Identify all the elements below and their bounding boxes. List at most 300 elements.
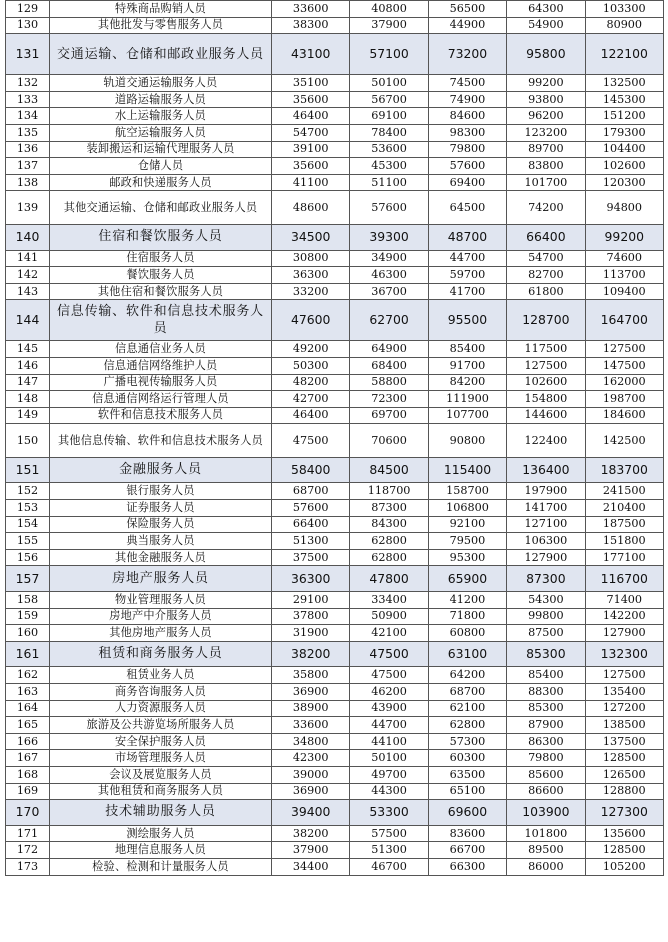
value-cell-1: 36300 xyxy=(272,267,350,284)
value-cell-3: 62100 xyxy=(428,700,506,717)
value-cell-1: 36900 xyxy=(272,684,350,701)
row-number-cell: 146 xyxy=(6,357,50,374)
value-cell-1: 30800 xyxy=(272,250,350,267)
value-cell-5: 164700 xyxy=(585,300,663,341)
row-number-cell: 157 xyxy=(6,566,50,592)
value-cell-3: 60800 xyxy=(428,625,506,642)
value-cell-3: 91700 xyxy=(428,357,506,374)
value-cell-5: 126500 xyxy=(585,766,663,783)
value-cell-4: 64300 xyxy=(507,1,585,18)
value-cell-4: 85300 xyxy=(507,641,585,667)
table-row xyxy=(6,533,664,550)
value-cell-2: 51100 xyxy=(350,174,428,191)
value-cell-3: 69600 xyxy=(428,800,506,826)
table-row xyxy=(6,625,664,642)
occupation-name-cell: 证券服务人员 xyxy=(50,500,272,517)
table-row xyxy=(6,357,664,374)
value-cell-2: 46200 xyxy=(350,684,428,701)
table-row xyxy=(6,141,664,158)
table-row xyxy=(6,500,664,517)
value-cell-2: 58800 xyxy=(350,374,428,391)
value-cell-4: 102600 xyxy=(507,374,585,391)
value-cell-5: 128800 xyxy=(585,783,663,800)
value-cell-5: 132500 xyxy=(585,75,663,92)
occupation-name-cell: 轨道交通运输服务人员 xyxy=(50,75,272,92)
row-number-cell: 149 xyxy=(6,407,50,424)
value-cell-2: 78400 xyxy=(350,124,428,141)
value-cell-5: 135600 xyxy=(585,825,663,842)
table-row xyxy=(6,842,664,859)
occupation-name-cell: 其他租赁和商务服务人员 xyxy=(50,783,272,800)
value-cell-3: 41200 xyxy=(428,592,506,609)
value-cell-1: 42700 xyxy=(272,391,350,408)
occupation-name-cell: 租赁和商务服务人员 xyxy=(50,641,272,667)
value-cell-2: 34900 xyxy=(350,250,428,267)
value-cell-1: 57600 xyxy=(272,500,350,517)
value-cell-1: 48600 xyxy=(272,191,350,225)
value-cell-5: 142200 xyxy=(585,608,663,625)
value-cell-2: 47500 xyxy=(350,641,428,667)
value-cell-1: 29100 xyxy=(272,592,350,609)
value-cell-2: 70600 xyxy=(350,424,428,458)
category-row xyxy=(6,224,664,250)
value-cell-4: 99800 xyxy=(507,608,585,625)
occupation-name-cell: 其他批发与零售服务人员 xyxy=(50,17,272,34)
table-row xyxy=(6,700,664,717)
table-row xyxy=(6,858,664,875)
row-number-cell: 165 xyxy=(6,717,50,734)
value-cell-5: 128500 xyxy=(585,750,663,767)
value-cell-5: 105200 xyxy=(585,858,663,875)
table-row xyxy=(6,267,664,284)
occupation-name-cell: 房地产服务人员 xyxy=(50,566,272,592)
value-cell-5: 177100 xyxy=(585,549,663,566)
occupation-name-cell: 其他金融服务人员 xyxy=(50,549,272,566)
value-cell-1: 34400 xyxy=(272,858,350,875)
table-row xyxy=(6,158,664,175)
table-row xyxy=(6,191,664,225)
value-cell-3: 65100 xyxy=(428,783,506,800)
value-cell-4: 127900 xyxy=(507,549,585,566)
value-cell-5: 74600 xyxy=(585,250,663,267)
table-row xyxy=(6,124,664,141)
value-cell-3: 63500 xyxy=(428,766,506,783)
row-number-cell: 135 xyxy=(6,124,50,141)
value-cell-4: 103900 xyxy=(507,800,585,826)
value-cell-4: 96200 xyxy=(507,108,585,125)
table-row xyxy=(6,667,664,684)
value-cell-5: 135400 xyxy=(585,684,663,701)
table-row xyxy=(6,483,664,500)
value-cell-1: 31900 xyxy=(272,625,350,642)
value-cell-5: 147500 xyxy=(585,357,663,374)
row-number-cell: 144 xyxy=(6,300,50,341)
value-cell-2: 47800 xyxy=(350,566,428,592)
value-cell-2: 87300 xyxy=(350,500,428,517)
table-row xyxy=(6,516,664,533)
value-cell-1: 48200 xyxy=(272,374,350,391)
value-cell-5: 137500 xyxy=(585,733,663,750)
value-cell-5: 103300 xyxy=(585,1,663,18)
value-cell-5: 187500 xyxy=(585,516,663,533)
table-row xyxy=(6,766,664,783)
table-row xyxy=(6,108,664,125)
value-cell-5: 104400 xyxy=(585,141,663,158)
value-cell-2: 46700 xyxy=(350,858,428,875)
occupation-name-cell: 仓储人员 xyxy=(50,158,272,175)
value-cell-5: 179300 xyxy=(585,124,663,141)
occupation-name-cell: 银行服务人员 xyxy=(50,483,272,500)
value-cell-3: 66300 xyxy=(428,858,506,875)
table-row xyxy=(6,250,664,267)
value-cell-4: 54900 xyxy=(507,17,585,34)
value-cell-5: 116700 xyxy=(585,566,663,592)
row-number-cell: 161 xyxy=(6,641,50,667)
row-number-cell: 156 xyxy=(6,549,50,566)
value-cell-5: 145300 xyxy=(585,91,663,108)
occupation-name-cell: 地理信息服务人员 xyxy=(50,842,272,859)
value-cell-4: 141700 xyxy=(507,500,585,517)
table-row xyxy=(6,283,664,300)
value-cell-1: 54700 xyxy=(272,124,350,141)
row-number-cell: 143 xyxy=(6,283,50,300)
occupation-name-cell: 市场管理服务人员 xyxy=(50,750,272,767)
value-cell-2: 57600 xyxy=(350,191,428,225)
value-cell-4: 74200 xyxy=(507,191,585,225)
table-row xyxy=(6,174,664,191)
value-cell-1: 34800 xyxy=(272,733,350,750)
row-number-cell: 162 xyxy=(6,667,50,684)
value-cell-2: 53300 xyxy=(350,800,428,826)
value-cell-1: 51300 xyxy=(272,533,350,550)
value-cell-3: 84600 xyxy=(428,108,506,125)
value-cell-1: 46400 xyxy=(272,108,350,125)
row-number-cell: 137 xyxy=(6,158,50,175)
value-cell-1: 37500 xyxy=(272,549,350,566)
value-cell-5: 162000 xyxy=(585,374,663,391)
table-row xyxy=(6,1,664,18)
value-cell-1: 38200 xyxy=(272,825,350,842)
value-cell-3: 115400 xyxy=(428,457,506,483)
row-number-cell: 134 xyxy=(6,108,50,125)
occupation-name-cell: 旅游及公共游览场所服务人员 xyxy=(50,717,272,734)
value-cell-5: 183700 xyxy=(585,457,663,483)
row-number-cell: 163 xyxy=(6,684,50,701)
value-cell-4: 82700 xyxy=(507,267,585,284)
row-number-cell: 151 xyxy=(6,457,50,483)
value-cell-4: 122400 xyxy=(507,424,585,458)
value-cell-5: 128500 xyxy=(585,842,663,859)
table-row xyxy=(6,592,664,609)
row-number-cell: 171 xyxy=(6,825,50,842)
value-cell-4: 99200 xyxy=(507,75,585,92)
value-cell-4: 197900 xyxy=(507,483,585,500)
value-cell-5: 122100 xyxy=(585,34,663,75)
value-cell-5: 127300 xyxy=(585,800,663,826)
value-cell-4: 128700 xyxy=(507,300,585,341)
value-cell-1: 38900 xyxy=(272,700,350,717)
value-cell-2: 40800 xyxy=(350,1,428,18)
value-cell-3: 44700 xyxy=(428,250,506,267)
occupation-name-cell: 测绘服务人员 xyxy=(50,825,272,842)
occupation-name-cell: 特殊商品购销人员 xyxy=(50,1,272,18)
value-cell-4: 144600 xyxy=(507,407,585,424)
value-cell-2: 84500 xyxy=(350,457,428,483)
occupation-name-cell: 其他住宿和餐饮服务人员 xyxy=(50,283,272,300)
value-cell-3: 95300 xyxy=(428,549,506,566)
value-cell-2: 36700 xyxy=(350,283,428,300)
value-cell-3: 69400 xyxy=(428,174,506,191)
value-cell-3: 44900 xyxy=(428,17,506,34)
value-cell-1: 49200 xyxy=(272,341,350,358)
table-row xyxy=(6,717,664,734)
value-cell-2: 43900 xyxy=(350,700,428,717)
category-row xyxy=(6,457,664,483)
table-body xyxy=(6,1,664,876)
row-number-cell: 138 xyxy=(6,174,50,191)
value-cell-1: 47600 xyxy=(272,300,350,341)
salary-table xyxy=(5,0,664,876)
value-cell-3: 60300 xyxy=(428,750,506,767)
row-number-cell: 153 xyxy=(6,500,50,517)
row-number-cell: 169 xyxy=(6,783,50,800)
value-cell-5: 127200 xyxy=(585,700,663,717)
value-cell-3: 98300 xyxy=(428,124,506,141)
row-number-cell: 173 xyxy=(6,858,50,875)
category-row xyxy=(6,566,664,592)
value-cell-5: 102600 xyxy=(585,158,663,175)
occupation-name-cell: 软件和信息技术服务人员 xyxy=(50,407,272,424)
value-cell-2: 118700 xyxy=(350,483,428,500)
value-cell-3: 107700 xyxy=(428,407,506,424)
table-row xyxy=(6,608,664,625)
table-row xyxy=(6,825,664,842)
value-cell-3: 90800 xyxy=(428,424,506,458)
row-number-cell: 140 xyxy=(6,224,50,250)
occupation-name-cell: 金融服务人员 xyxy=(50,457,272,483)
value-cell-4: 87900 xyxy=(507,717,585,734)
value-cell-4: 86000 xyxy=(507,858,585,875)
value-cell-1: 46400 xyxy=(272,407,350,424)
value-cell-2: 64900 xyxy=(350,341,428,358)
occupation-name-cell: 广播电视传输服务人员 xyxy=(50,374,272,391)
value-cell-4: 54700 xyxy=(507,250,585,267)
row-number-cell: 160 xyxy=(6,625,50,642)
value-cell-4: 87500 xyxy=(507,625,585,642)
value-cell-1: 37900 xyxy=(272,842,350,859)
value-cell-1: 43100 xyxy=(272,34,350,75)
occupation-name-cell: 其他房地产服务人员 xyxy=(50,625,272,642)
value-cell-1: 39100 xyxy=(272,141,350,158)
value-cell-1: 41100 xyxy=(272,174,350,191)
value-cell-3: 73200 xyxy=(428,34,506,75)
occupation-name-cell: 房地产中介服务人员 xyxy=(50,608,272,625)
table-row xyxy=(6,75,664,92)
row-number-cell: 166 xyxy=(6,733,50,750)
row-number-cell: 167 xyxy=(6,750,50,767)
table-row xyxy=(6,750,664,767)
row-number-cell: 130 xyxy=(6,17,50,34)
value-cell-3: 41700 xyxy=(428,283,506,300)
row-number-cell: 132 xyxy=(6,75,50,92)
occupation-name-cell: 信息通信网络运行管理人员 xyxy=(50,391,272,408)
row-number-cell: 158 xyxy=(6,592,50,609)
table-row xyxy=(6,424,664,458)
row-number-cell: 129 xyxy=(6,1,50,18)
value-cell-3: 95500 xyxy=(428,300,506,341)
value-cell-4: 85600 xyxy=(507,766,585,783)
value-cell-2: 56700 xyxy=(350,91,428,108)
row-number-cell: 155 xyxy=(6,533,50,550)
value-cell-1: 37800 xyxy=(272,608,350,625)
value-cell-1: 50300 xyxy=(272,357,350,374)
value-cell-1: 68700 xyxy=(272,483,350,500)
value-cell-5: 80900 xyxy=(585,17,663,34)
value-cell-2: 37900 xyxy=(350,17,428,34)
value-cell-1: 38200 xyxy=(272,641,350,667)
value-cell-5: 138500 xyxy=(585,717,663,734)
value-cell-1: 39000 xyxy=(272,766,350,783)
value-cell-2: 44100 xyxy=(350,733,428,750)
value-cell-3: 57300 xyxy=(428,733,506,750)
value-cell-4: 66400 xyxy=(507,224,585,250)
table-row xyxy=(6,374,664,391)
category-row xyxy=(6,300,664,341)
value-cell-4: 123200 xyxy=(507,124,585,141)
value-cell-2: 50100 xyxy=(350,750,428,767)
row-number-cell: 170 xyxy=(6,800,50,826)
value-cell-4: 85300 xyxy=(507,700,585,717)
value-cell-1: 36900 xyxy=(272,783,350,800)
row-number-cell: 154 xyxy=(6,516,50,533)
value-cell-3: 74500 xyxy=(428,75,506,92)
occupation-name-cell: 住宿服务人员 xyxy=(50,250,272,267)
value-cell-3: 74900 xyxy=(428,91,506,108)
occupation-name-cell: 道路运输服务人员 xyxy=(50,91,272,108)
value-cell-2: 50900 xyxy=(350,608,428,625)
value-cell-2: 47500 xyxy=(350,667,428,684)
value-cell-5: 127500 xyxy=(585,341,663,358)
value-cell-4: 117500 xyxy=(507,341,585,358)
value-cell-2: 33400 xyxy=(350,592,428,609)
value-cell-4: 87300 xyxy=(507,566,585,592)
row-number-cell: 148 xyxy=(6,391,50,408)
value-cell-1: 35800 xyxy=(272,667,350,684)
occupation-name-cell: 信息通信网络维护人员 xyxy=(50,357,272,374)
value-cell-3: 56500 xyxy=(428,1,506,18)
value-cell-4: 154800 xyxy=(507,391,585,408)
occupation-name-cell: 交通运输、仓储和邮政业服务人员 xyxy=(50,34,272,75)
value-cell-4: 93800 xyxy=(507,91,585,108)
row-number-cell: 159 xyxy=(6,608,50,625)
value-cell-1: 47500 xyxy=(272,424,350,458)
value-cell-2: 42100 xyxy=(350,625,428,642)
value-cell-2: 69700 xyxy=(350,407,428,424)
value-cell-4: 95800 xyxy=(507,34,585,75)
value-cell-2: 72300 xyxy=(350,391,428,408)
value-cell-5: 127500 xyxy=(585,667,663,684)
value-cell-3: 66700 xyxy=(428,842,506,859)
value-cell-5: 210400 xyxy=(585,500,663,517)
occupation-name-cell: 人力资源服务人员 xyxy=(50,700,272,717)
table-row xyxy=(6,684,664,701)
value-cell-5: 127900 xyxy=(585,625,663,642)
occupation-name-cell: 邮政和快递服务人员 xyxy=(50,174,272,191)
value-cell-1: 35600 xyxy=(272,91,350,108)
occupation-name-cell: 物业管理服务人员 xyxy=(50,592,272,609)
value-cell-3: 92100 xyxy=(428,516,506,533)
value-cell-3: 62800 xyxy=(428,717,506,734)
value-cell-5: 241500 xyxy=(585,483,663,500)
occupation-name-cell: 安全保护服务人员 xyxy=(50,733,272,750)
occupation-name-cell: 餐饮服务人员 xyxy=(50,267,272,284)
row-number-cell: 172 xyxy=(6,842,50,859)
table-row xyxy=(6,91,664,108)
occupation-name-cell: 技术辅助服务人员 xyxy=(50,800,272,826)
value-cell-2: 49700 xyxy=(350,766,428,783)
table-row xyxy=(6,783,664,800)
value-cell-4: 88300 xyxy=(507,684,585,701)
category-row xyxy=(6,34,664,75)
value-cell-3: 64200 xyxy=(428,667,506,684)
row-number-cell: 142 xyxy=(6,267,50,284)
value-cell-3: 83600 xyxy=(428,825,506,842)
value-cell-4: 85400 xyxy=(507,667,585,684)
value-cell-3: 65900 xyxy=(428,566,506,592)
value-cell-2: 84300 xyxy=(350,516,428,533)
occupation-name-cell: 商务咨询服务人员 xyxy=(50,684,272,701)
value-cell-1: 34500 xyxy=(272,224,350,250)
value-cell-3: 79800 xyxy=(428,141,506,158)
value-cell-3: 57600 xyxy=(428,158,506,175)
table-row xyxy=(6,341,664,358)
value-cell-2: 68400 xyxy=(350,357,428,374)
category-row xyxy=(6,800,664,826)
occupation-name-cell: 住宿和餐饮服务人员 xyxy=(50,224,272,250)
value-cell-1: 33600 xyxy=(272,1,350,18)
value-cell-3: 48700 xyxy=(428,224,506,250)
value-cell-5: 71400 xyxy=(585,592,663,609)
value-cell-2: 62800 xyxy=(350,533,428,550)
value-cell-5: 151200 xyxy=(585,108,663,125)
value-cell-5: 142500 xyxy=(585,424,663,458)
occupation-name-cell: 航空运输服务人员 xyxy=(50,124,272,141)
row-number-cell: 152 xyxy=(6,483,50,500)
occupation-name-cell: 装卸搬运和运输代理服务人员 xyxy=(50,141,272,158)
value-cell-2: 57100 xyxy=(350,34,428,75)
value-cell-5: 113700 xyxy=(585,267,663,284)
occupation-name-cell: 典当服务人员 xyxy=(50,533,272,550)
value-cell-4: 127100 xyxy=(507,516,585,533)
value-cell-4: 83800 xyxy=(507,158,585,175)
row-number-cell: 131 xyxy=(6,34,50,75)
value-cell-4: 89500 xyxy=(507,842,585,859)
value-cell-4: 61800 xyxy=(507,283,585,300)
occupation-name-cell: 水上运输服务人员 xyxy=(50,108,272,125)
value-cell-4: 79800 xyxy=(507,750,585,767)
value-cell-2: 39300 xyxy=(350,224,428,250)
value-cell-1: 39400 xyxy=(272,800,350,826)
occupation-name-cell: 租赁业务人员 xyxy=(50,667,272,684)
value-cell-3: 64500 xyxy=(428,191,506,225)
value-cell-1: 33200 xyxy=(272,283,350,300)
value-cell-1: 35100 xyxy=(272,75,350,92)
category-row xyxy=(6,641,664,667)
value-cell-2: 45300 xyxy=(350,158,428,175)
value-cell-5: 151800 xyxy=(585,533,663,550)
value-cell-5: 184600 xyxy=(585,407,663,424)
value-cell-5: 120300 xyxy=(585,174,663,191)
